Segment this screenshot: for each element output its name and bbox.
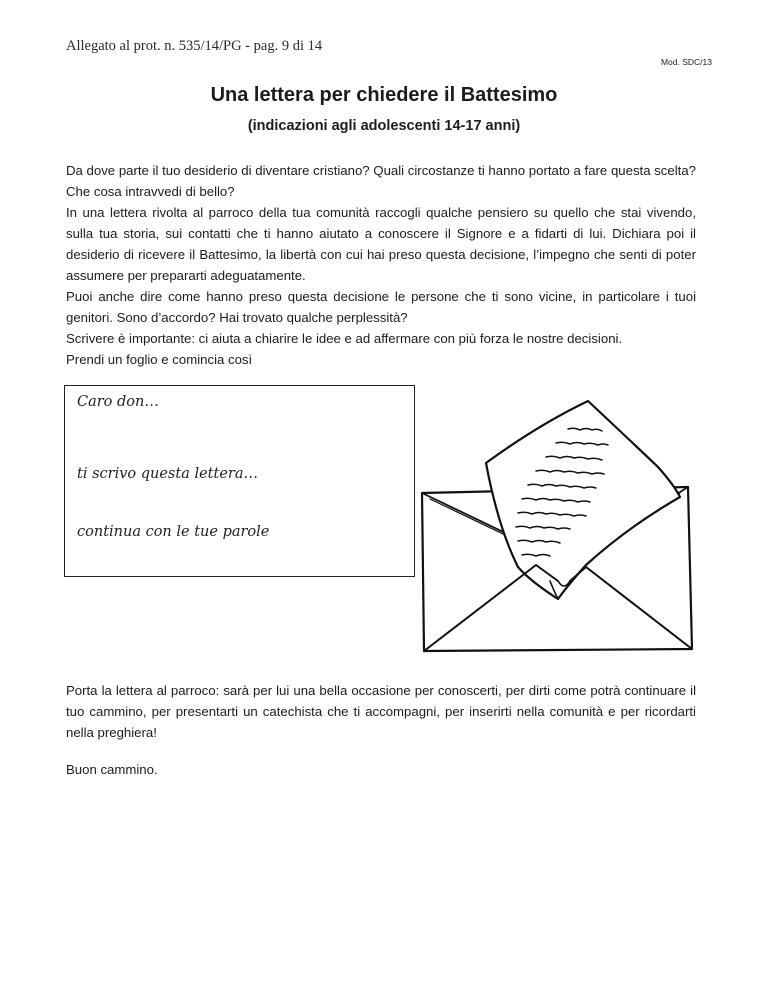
document-title: Una lettera per chiedere il Battesimo	[210, 84, 558, 106]
intro-paragraph: Puoi anche dire come hanno preso questa decisione le persone che ti sono vicine, in particolare i tuoi genitori. Sono d’accordo? Hai trovato qualche perplessità?	[66, 289, 696, 325]
intro-paragraph: Scrivere è importante: ci aiuta a chiarire le idee e ad affermare con più forza le nostre decisioni.	[66, 331, 623, 346]
intro-paragraph: Prendi un foglio e comincia così	[66, 352, 253, 367]
intro-paragraph: Da dove parte il tuo desiderio di diventare cristiano? Quali circostanze ti hanno portato a fare questa scelta? Che cosa intravvedi di bello?	[66, 163, 696, 199]
intro-paragraph: In una lettera rivolta al parroco della tua comunità raccogli qualche pensiero su quello che stai vivendo, sulla tua storia, sui contatti che ti hanno aiutato a conoscere il Signore e a fidarti di lui. Dichiara poi il desiderio di ricevere il Battesimo, la libertà con cui hai preso questa decisione, l’impegno che senti di poter assumere per prepararti adeguatamente.	[66, 205, 696, 283]
letter-continue: continua con le tue parole	[77, 524, 270, 540]
envelope-with-letter-icon	[418, 395, 698, 657]
letter-example-box	[64, 385, 415, 577]
intro-text	[66, 160, 696, 370]
form-code: Mod. SDC/13	[660, 57, 712, 67]
document-subtitle: (indicazioni agli adolescenti 14-17 anni)	[247, 118, 521, 134]
letter-greeting: Caro don…	[77, 394, 159, 410]
attachment-reference: Allegato al prot. n. 535/14/PG - pag. 9 di 14	[66, 38, 323, 54]
letter-opening: ti scrivo questa lettera…	[77, 466, 258, 482]
outro-paragraph: Porta la lettera al parroco: sarà per lui una bella occasione per conoscerti, per dirti come potrà continuare il tuo cammino, per presentarti un catechista che ti accompagni, per inserirti nella comunità e per ricordarti nella preghiera!	[66, 683, 696, 740]
closing-text: Buon cammino.	[66, 762, 158, 777]
